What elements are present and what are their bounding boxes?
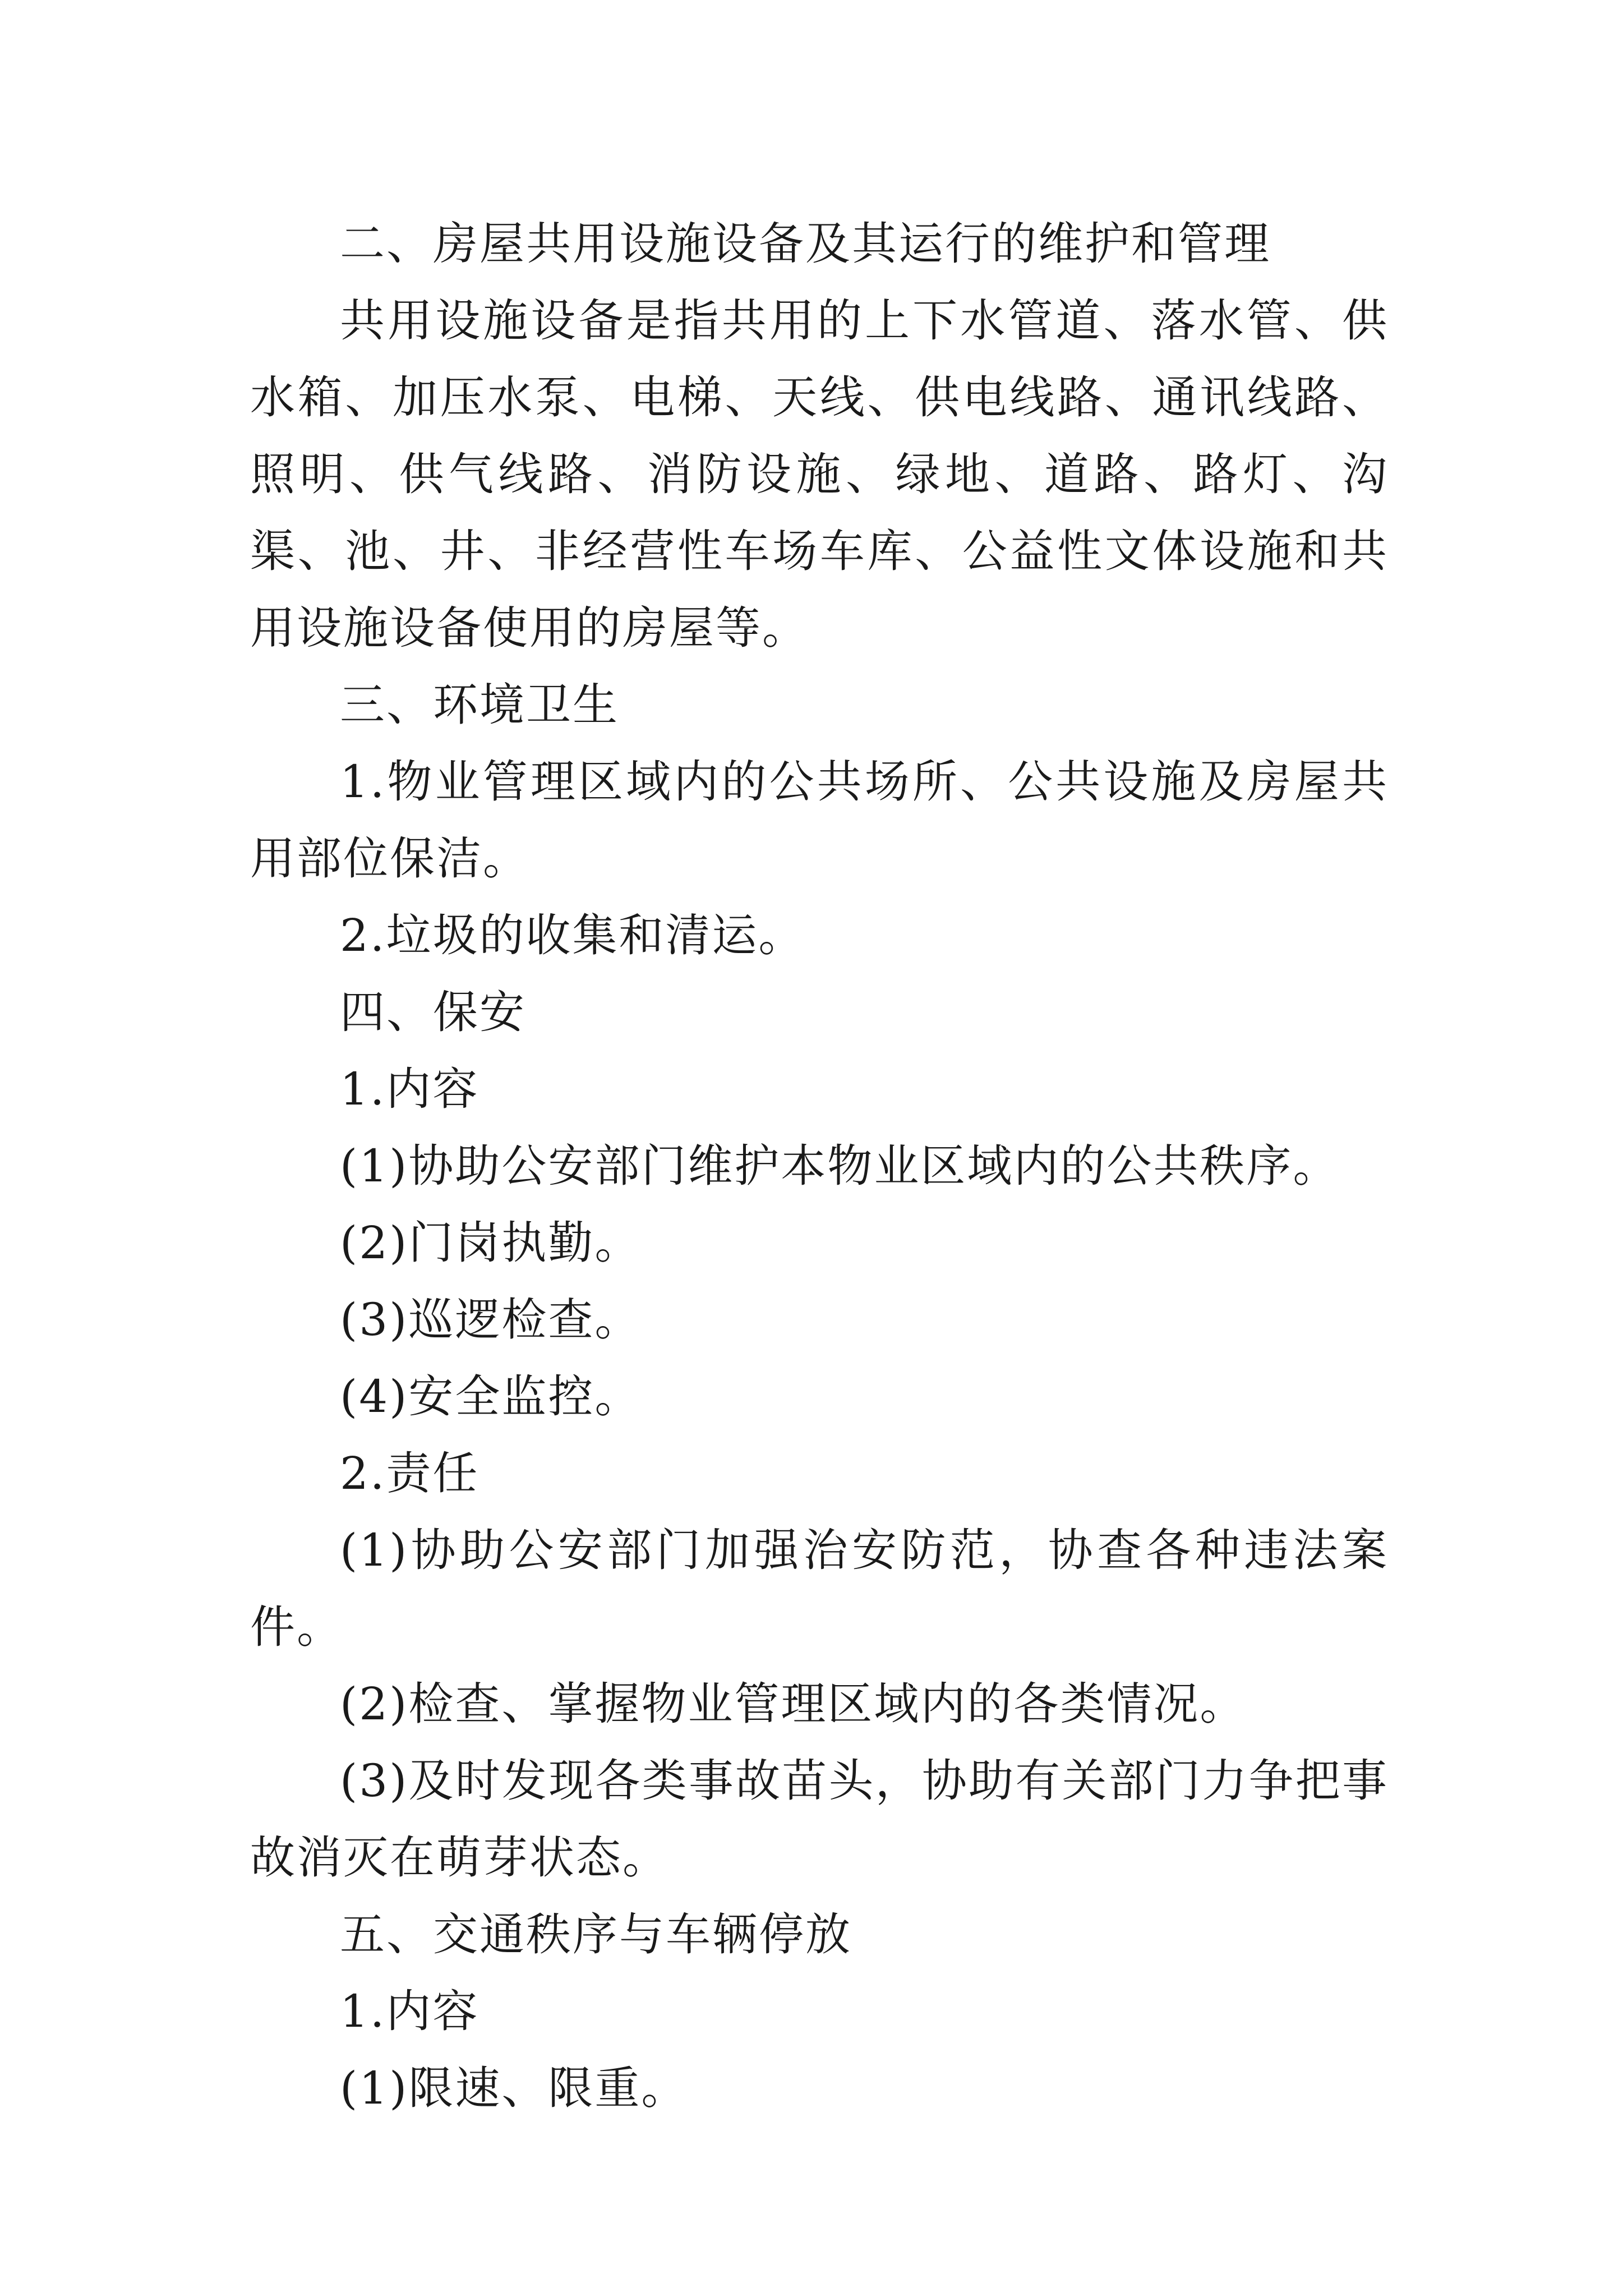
security-responsibility-item-3: (3)及时发现各类事故苗头，协助有关部门力争把事故消灭在萌芽状态。 xyxy=(250,1755,1389,1884)
security-subheading-content: 1.内容 xyxy=(340,1063,479,1115)
sanitation-item-2: 2.垃圾的收集和清运。 xyxy=(340,909,805,961)
security-content-item-4: (4)安全监控。 xyxy=(340,1370,642,1423)
security-content-item-3: (3)巡逻检查。 xyxy=(340,1294,642,1346)
security-responsibility-item-2: (2)检查、掌握物业管理区域内的各类情况。 xyxy=(340,1678,1247,1730)
security-responsibility-item-1: (1)协助公安部门加强治安防范，协查各种违法案件。 xyxy=(250,1524,1389,1653)
facilities-description: 共用设施设备是指共用的上下水管道、落水管、供水箱、加压水泵、电梯、天线、供电线路、通讯线路、照明、供气线路、消防设施、绿地、道路、路灯、沟渠、池、井、非经营性车场车库、公益性文体设施和共用设施设备使用的房屋等。 xyxy=(250,295,1389,654)
section-heading-security: 四、保安 xyxy=(340,986,526,1038)
security-content-item-2: (2)门岗执勤。 xyxy=(340,1217,642,1269)
document-body xyxy=(250,205,1389,2127)
security-content-item-1: (1)协助公安部门维护本物业区域内的公共秩序。 xyxy=(340,1140,1340,1192)
section-heading-facilities: 二、房屋共用设施设备及其运行的维护和管理 xyxy=(340,218,1271,270)
traffic-subheading-content: 1.内容 xyxy=(340,1985,479,2037)
section-heading-traffic: 五、交通秩序与车辆停放 xyxy=(340,1908,852,1961)
section-heading-sanitation: 三、环境卫生 xyxy=(340,679,619,731)
sanitation-item-1: 1.物业管理区域内的公共场所、公共设施及房屋共用部位保洁。 xyxy=(250,756,1389,885)
traffic-content-item-1: (1)限速、限重。 xyxy=(340,2062,688,2114)
security-subheading-responsibility: 2.责任 xyxy=(340,1447,479,1499)
